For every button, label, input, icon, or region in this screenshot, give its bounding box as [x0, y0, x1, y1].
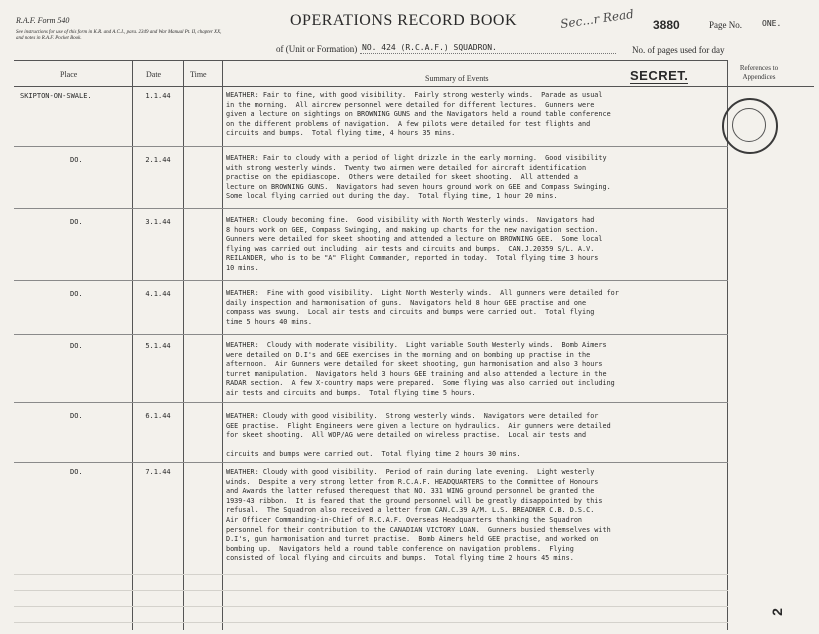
summary-line: circuits and bumps were carried out. Total flying time 2 hours 30 mins. — [226, 450, 521, 459]
summary-line: circuits and bumps. Total flying time, 4 hours 35 mins. — [226, 129, 456, 138]
summary-line: WEATHER: Cloudy with moderate visibility. Light variable South Westerly winds. Bomb Aimers — [226, 341, 607, 349]
summary-line: personnel for their contribution to the CANADIAN VICTORY LOAN. Gunners busied themselves with — [226, 525, 611, 534]
blank-ruled-line — [14, 606, 728, 607]
header-top-rule — [14, 60, 728, 61]
entry-place: SKIPTON-ON-SWALE. — [20, 92, 92, 100]
summary-line: winds. Despite a very strong letter from R.C.A.F. HEADQUARTERS to the Committee of Honours — [226, 477, 599, 486]
summary-line: Air Officer Commanding-in-Chief of R.C.A.F. Overseas Headquarters thanking the Squadron — [226, 515, 583, 524]
summary-line: air tests and circuits and bumps. Total flying time 5 hours. — [226, 388, 476, 397]
summary-line: turret manipulation. Navigators held 3 hours GEE training and also attended a lecture in the — [226, 369, 607, 378]
column-header-summary: Summary of Events — [425, 74, 489, 83]
entry-summary — [226, 91, 726, 139]
summary-line: bombing up. Navigators held a round table conference on navigation problems. Flying — [226, 544, 574, 553]
entry-summary — [226, 289, 726, 327]
page-title: OPERATIONS RECORD BOOK — [290, 12, 518, 29]
unit-label: of (Unit or Formation) — [276, 44, 358, 54]
entry-place: DO. — [70, 156, 83, 164]
summary-line: WEATHER: Cloudy becoming fine. Good visibility with North Westerly winds. Navigators had — [226, 216, 595, 224]
header-bottom-rule — [14, 86, 814, 87]
entry-date: 4.1.44 — [145, 290, 171, 298]
entry-separator — [14, 462, 728, 463]
summary-line: 1939-43 ribbon. It is feared that the ground personnel will be greatly disappointed by this — [226, 496, 603, 505]
entry-date: 2.1.44 — [145, 156, 171, 164]
summary-line: were detailed on D.I's and GEE exercises in the morning and on bombing up practise in the — [226, 350, 591, 359]
page-number-label: Page No. — [709, 20, 742, 30]
summary-line: on the different problems of navigation. A few pilots were detailed for test flights and — [226, 119, 591, 128]
summary-line — [226, 441, 726, 451]
column-header-place: Place — [60, 70, 78, 79]
summary-line: with strong westerly winds. Twenty two airmen were detailed for aircraft identification — [226, 163, 587, 172]
summary-line: Gunners were detailed for skeet shooting and attended a lecture on BROWNING GEE. Some local — [226, 235, 603, 244]
entry-separator — [14, 280, 728, 281]
summary-line: WEATHER: Fair to cloudy with a period of light drizzle in the early morning. Good visibility — [226, 154, 607, 162]
entry-summary — [226, 341, 726, 399]
summary-line: refusal. The Squadron also received a letter from CAN.C.39 A/M. L.S. BREADNER C.B. D.S.C. — [226, 506, 595, 515]
summary-line: for skeet shooting. All WOP/AG were detailed on wireless practise. Local air tests and — [226, 431, 587, 440]
entry-summary — [226, 154, 726, 202]
summary-line: GEE practise. Flight Engineers were given a lecture on hydraulics. Air gunners were detailed — [226, 421, 611, 430]
form-id: R.A.F. Form 540 — [16, 16, 70, 25]
entry-place: DO. — [70, 468, 83, 476]
form-instructions-note: See instructions for use of this form in K.R. and A.C.I., para. 2349 and War Manual Pt. II, chapter XX, and notes in R.A.F. Pocket Book. — [16, 30, 222, 41]
entry-separator — [14, 334, 728, 335]
entry-place: DO. — [70, 412, 83, 420]
summary-line: WEATHER: Cloudy with good visibility. Strong westerly winds. Navigators were detailed for — [226, 412, 599, 420]
secret-marking: SECRET. — [630, 68, 689, 83]
entry-date: 1.1.44 — [145, 92, 171, 100]
summary-line: WEATHER: Fine with good visibility. Light North Westerly winds. All gunners were detailed for — [226, 289, 619, 297]
blank-ruled-line — [14, 574, 728, 575]
entry-place: DO. — [70, 218, 83, 226]
entry-date: 3.1.44 — [145, 218, 171, 226]
entry-summary — [226, 412, 726, 460]
summary-line: in the morning. All aircrew personnel were detailed for different lectures. Gunners were — [226, 100, 595, 109]
pages-used-label: No. of pages used for day — [632, 45, 725, 55]
summary-line: 8 hours work on GEE, Compass Swinging, and making up charts for the new navigation section. — [226, 225, 599, 234]
entry-place: DO. — [70, 342, 83, 350]
entry-separator — [14, 208, 728, 209]
summary-line: 10 mins. — [226, 263, 259, 272]
summary-line: and Awards the latter refused therequest that NO. 331 WING ground personnel be granted the — [226, 487, 595, 496]
summary-line: practise on the epidiascope. Others were detailed for skeet shooting. All attended a — [226, 173, 578, 182]
page-mark: 2 — [768, 608, 785, 616]
blank-ruled-line — [14, 622, 728, 623]
summary-line: WEATHER: Fair to fine, with good visibility. Fairly strong westerly winds. Parade as usual — [226, 91, 603, 99]
entry-summary — [226, 468, 726, 564]
column-header-date: Date — [146, 70, 162, 79]
summary-line: Some local flying carried out during the day. Total flying time, 1 hour 20 mins. — [226, 192, 558, 201]
summary-line: REILANDER, who is to be "A" Flight Commander, reported in today. Total flying time 3 hours — [226, 254, 599, 263]
entry-place: DO. — [70, 290, 83, 298]
summary-line: afternoon. Air Gunners were detailed for skeet shooting, gun harmonisation and also 3 hours — [226, 360, 603, 369]
summary-line: given a lecture on sightings on BROWNING GUNS and the Navigators held a round table conference — [226, 110, 611, 119]
summary-line: consisted of local flying and circuits and bumps. Total flying time 2 hours 45 mins. — [226, 554, 574, 563]
summary-line: compass was swung. Local air tests and circuits and bumps were carried out. Total flying — [226, 308, 595, 317]
entry-summary — [226, 216, 726, 274]
summary-line: flying was carried out including air tests and circuits and bumps. CAN.J.20359 S/L. A.V. — [226, 244, 595, 253]
summary-line: daily inspection and harmonisation of guns. Navigators held 8 hour GEE practise and one — [226, 298, 587, 307]
blank-ruled-line — [14, 590, 728, 591]
entry-date: 7.1.44 — [145, 468, 171, 476]
entry-date: 6.1.44 — [145, 412, 171, 420]
unit-dotted-line — [360, 53, 616, 54]
summary-line: RADAR section. A few X-country maps were prepared. Some flying was also carried out including — [226, 379, 615, 388]
unit-value: NO. 424 (R.C.A.F.) SQUADRON. — [362, 43, 497, 52]
summary-line: WEATHER: Cloudy with good visibility. Period of rain during late evening. Light westerly — [226, 468, 595, 476]
page-number-value: ONE. — [762, 19, 782, 28]
entry-date: 5.1.44 — [145, 342, 171, 350]
column-header-references: References to Appendices — [739, 64, 779, 81]
handwritten-note: Sec...r Read — [559, 6, 635, 32]
column-header-time: Time — [190, 70, 207, 79]
summary-line: D.I's, gun harmonisation and turret practise. Bomb Aimers held GEE practise, and worked on — [226, 535, 599, 544]
reference-number: 3880 — [653, 18, 680, 32]
summary-line: lecture on BROWNING GUNS. Navigators had seven hours ground work on GEE and Compass Swinging. — [226, 182, 611, 191]
stamp-inner-ring — [732, 108, 766, 142]
summary-line: time 5 hours 40 mins. — [226, 317, 312, 326]
entry-separator — [14, 146, 728, 147]
entry-separator — [14, 402, 728, 403]
received-stamp-icon — [722, 98, 778, 154]
